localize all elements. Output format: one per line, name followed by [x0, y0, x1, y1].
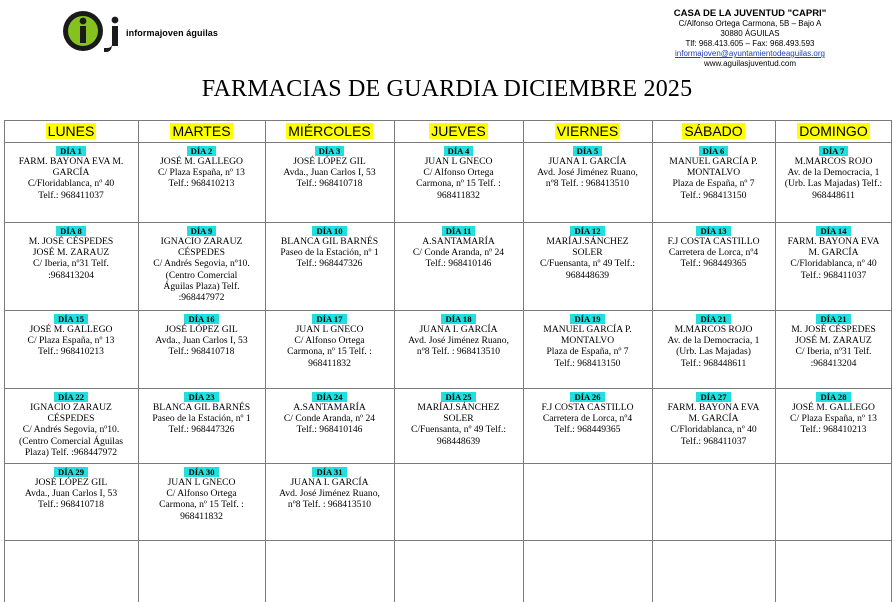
weekday-header [138, 121, 265, 141]
pharmacy-info: FARM. BAYONA EVA M. GARCÍA C/Floridablanca, nº 40 Telf.: 968411037 [787, 236, 880, 281]
day-number [4, 146, 138, 156]
pharmacy-info: MARÍAJ.SÁNCHEZ SOLER C/Fuensanta, nº 49 Telf.: 968448639 [410, 402, 507, 447]
pharmacy-info: BLANCA GIL BARNÉS Paseo de la Estación, nº 1 Telf.: 968447326 [152, 402, 251, 436]
pharmacy-info: IGNACIO ZARAUZ CÉSPEDES C/ Andrés Segovia, nº10. (Centro Comercial Águilas Plaza) Telf. :968447972 [19, 402, 123, 458]
pharmacy-info: JUANA I. GARCÍA Avd. José Jiménez Ruano, nº8 Telf. : 968413510 [537, 156, 638, 190]
day-number-label: DÍA 28 [816, 392, 850, 402]
day-number [394, 146, 523, 156]
pharmacy-info: JUANA I. GARCÍA Avd. José Jiménez Ruano, nº8 Telf. : 968413510 [408, 324, 509, 358]
email-link[interactable]: informajoven@ayuntamientodeaguilas.org [675, 49, 825, 58]
calendar-cell [775, 541, 892, 602]
calendar-cell [265, 143, 394, 222]
day-number [4, 226, 138, 236]
pharmacy-info: JUAN L GNECO C/ Alfonso Ortega Carmona, nº 15 Telf. : 968411832 [416, 156, 501, 201]
pharmacy-info: F.J COSTA CASTILLO Carretera de Lorca, nº4 Telf.: 968449365 [667, 236, 760, 270]
day-number-label: DÍA 3 [315, 146, 345, 156]
calendar-cell [138, 464, 265, 540]
weekday-header [652, 121, 775, 141]
weekday-header [4, 121, 138, 141]
calendar-cell [394, 389, 523, 463]
day-number [138, 226, 265, 236]
day-number [265, 146, 394, 156]
pharmacy-info: M.MARCOS ROJO Av. de la Democracia, 1 (Urb. Las Majadas) Telf.: 968448611 [784, 156, 883, 201]
calendar-cell [523, 464, 652, 540]
day-number-label: DÍA 5 [573, 146, 603, 156]
calendar-grid [4, 120, 892, 602]
day-number-label: DÍA 19 [570, 314, 604, 324]
pharmacy-info: M.MARCOS ROJO Av. de la Democracia, 1 (Urb. Las Majadas) Telf.: 968448611 [667, 324, 760, 369]
day-number-label: DÍA 12 [570, 226, 604, 236]
pharmacy-info: JOSÉ M. GALLEGO C/ Plaza España, nº 13 Telf.: 968410213 [27, 324, 115, 358]
pharmacy-info: JOSÉ LÓPEZ GIL Avda., Juan Carlos I, 53 Telf.: 968410718 [283, 156, 376, 190]
website: www.aguilasjuventud.com [703, 59, 797, 68]
calendar-cell [775, 143, 892, 222]
pharmacy-info: M. JOSÉ CÉSPEDES JOSÉ M. ZARAUZ C/ Iberia, nº31 Telf. :968413204 [28, 236, 114, 281]
day-number-label: DÍA 26 [570, 392, 604, 402]
day-number-label: DÍA 31 [312, 467, 346, 477]
day-number [775, 314, 892, 324]
calendar-cell [265, 311, 394, 388]
pharmacy-info: JOSÉ M. GALLEGO C/ Plaza España, nº 13 Telf.: 968410213 [158, 156, 245, 190]
calendar-cell [523, 311, 652, 388]
calendar-cell [523, 143, 652, 222]
day-number-label: DÍA 16 [184, 314, 218, 324]
day-number-label: DÍA 11 [442, 226, 476, 236]
day-number [523, 314, 652, 324]
calendar-cell [4, 223, 138, 310]
org-name: CASA DE LA JUVENTUD "CAPRI" [673, 8, 827, 19]
calendar-cell [652, 464, 775, 540]
calendar-cell [775, 311, 892, 388]
pharmacy-info: IGNACIO ZARAUZ CÉSPEDES C/ Andrés Segovia, nº10. (Centro Comercial Águilas Plaza) Telf. :968447972 [153, 236, 250, 304]
calendar-cell [523, 223, 652, 310]
pharmacy-info: MANUEL GARCÍA P. MONTALVO Plaza de España, nº 7 Telf.: 968413150 [669, 156, 758, 201]
day-number [523, 392, 652, 402]
calendar-cell [4, 311, 138, 388]
day-number-label: DÍA 14 [816, 226, 850, 236]
day-number [652, 226, 775, 236]
weekday-label: DOMINGO [799, 123, 868, 139]
pharmacy-info: JUAN L GNECO C/ Alfonso Ortega Carmona, nº 15 Telf. : 968411832 [287, 324, 372, 369]
day-number [652, 314, 775, 324]
day-number [775, 226, 892, 236]
city: 30880 ÁGUILAS [720, 29, 780, 38]
day-number-label: DÍA 17 [312, 314, 346, 324]
calendar-cell [523, 389, 652, 463]
calendar-cell [4, 389, 138, 463]
calendar-cell [138, 311, 265, 388]
day-number-label: DÍA 1 [56, 146, 86, 156]
day-number-label: DÍA 25 [441, 392, 475, 402]
day-number [394, 392, 523, 402]
calendar-cell [4, 143, 138, 222]
weekday-header [523, 121, 652, 141]
day-number [138, 392, 265, 402]
day-number [652, 146, 775, 156]
day-number [775, 146, 892, 156]
day-number-label: DÍA 7 [819, 146, 849, 156]
day-number [4, 392, 138, 402]
pharmacy-info: JUAN L GNECO C/ Alfonso Ortega Carmona, nº 15 Telf. : 968411832 [159, 477, 244, 522]
calendar-cell [394, 143, 523, 222]
calendar-cell [652, 223, 775, 310]
weekday-label: SÁBADO [684, 123, 743, 139]
weekday-label: LUNES [47, 123, 95, 139]
day-number-label: DÍA 21 [696, 314, 730, 324]
calendar-cell [394, 311, 523, 388]
calendar-cell [652, 541, 775, 602]
day-number [775, 392, 892, 402]
day-number-label: DÍA 29 [54, 467, 88, 477]
weekday-header [265, 121, 394, 141]
weekday-header [394, 121, 523, 141]
pharmacy-info: BLANCA GIL BARNÉS Paseo de la Estación, nº 1 Telf.: 968447326 [280, 236, 379, 270]
pharmacy-info: JOSÉ LÓPEZ GIL Avda., Juan Carlos I, 53 Telf.: 968410718 [155, 324, 248, 358]
calendar-cell [138, 389, 265, 463]
day-number [394, 314, 523, 324]
pharmacy-info: JUANA I. GARCÍA Avd. José Jiménez Ruano, nº8 Telf. : 968413510 [279, 477, 380, 511]
pharmacy-info: A.SANTAMARÍA C/ Conde Aranda, nº 24 Telf.: 968410146 [283, 402, 376, 436]
phone-fax: Tlf: 968.413.605 – Fax: 968.493.593 [685, 39, 815, 48]
pharmacy-info: JOSÉ LÓPEZ GIL Avda., Juan Carlos I, 53 Telf.: 968410718 [24, 477, 118, 511]
calendar-cell [138, 541, 265, 602]
logo-text: informajoven águilas [126, 28, 219, 38]
weekday-label: VIERNES [556, 123, 619, 139]
pharmacy-info: MANUEL GARCÍA P. MONTALVO Plaza de España, nº 7 Telf.: 968413150 [543, 324, 632, 369]
calendar-cell [265, 541, 394, 602]
day-number-label: DÍA 13 [696, 226, 730, 236]
day-number-label: DÍA 22 [54, 392, 88, 402]
day-number-label: DÍA 2 [187, 146, 217, 156]
weekday-label: JUEVES [431, 123, 486, 139]
day-number [265, 392, 394, 402]
day-number-label: DÍA 18 [441, 314, 475, 324]
pharmacy-info: FARM. BAYONA EVA M. GARCÍA C/Floridablanca, nº 40 Telf.: 968411037 [18, 156, 124, 201]
calendar-cell [775, 464, 892, 540]
calendar-cell [265, 223, 394, 310]
calendar-cell [775, 223, 892, 310]
day-number-label: DÍA 27 [696, 392, 730, 402]
day-number [4, 467, 138, 477]
day-number [394, 226, 523, 236]
day-number-label: DÍA 30 [184, 467, 218, 477]
day-number [138, 314, 265, 324]
calendar-cell [4, 464, 138, 540]
calendar-cell [394, 464, 523, 540]
day-number-label: DÍA 23 [184, 392, 218, 402]
calendar-cell [394, 541, 523, 602]
day-number-label: DÍA 8 [56, 226, 86, 236]
calendar-cell [652, 143, 775, 222]
day-number [265, 226, 394, 236]
day-number [4, 314, 138, 324]
day-number [652, 392, 775, 402]
day-number-label: DÍA 4 [444, 146, 474, 156]
calendar-cell [523, 541, 652, 602]
day-number [138, 146, 265, 156]
pharmacy-info: MARÍAJ.SÁNCHEZ SOLER C/Fuensanta, nº 49 Telf.: 968448639 [539, 236, 636, 281]
weekday-header [775, 121, 892, 141]
day-number-label: DÍA 6 [699, 146, 729, 156]
day-number [265, 467, 394, 477]
weekday-label: MARTES [172, 123, 231, 139]
pharmacy-info: F.J COSTA CASTILLO Carretera de Lorca, nº4 Telf.: 968449365 [541, 402, 634, 436]
day-number [523, 146, 652, 156]
pharmacy-info: JOSÉ M. GALLEGO C/ Plaza España, nº 13 Telf.: 968410213 [790, 402, 877, 436]
pharmacy-info: A.SANTAMARÍA C/ Conde Aranda, nº 24 Telf.: 968410146 [412, 236, 505, 270]
day-number-label: DÍA 10 [312, 226, 346, 236]
weekday-label: MIÉRCOLES [288, 123, 371, 139]
calendar-cell [394, 223, 523, 310]
pharmacy-info: M. JOSÉ CÉSPEDES JOSÉ M. ZARAUZ C/ Iberia, nº31 Telf. :968413204 [791, 324, 876, 369]
day-number [138, 467, 265, 477]
pharmacy-info: FARM. BAYONA EVA M. GARCÍA C/Floridablanca, nº 40 Telf.: 968411037 [667, 402, 760, 447]
day-number [523, 226, 652, 236]
page-title: FARMACIAS DE GUARDIA DICIEMBRE 2025 [201, 76, 693, 102]
calendar-cell [265, 464, 394, 540]
calendar-cell [652, 389, 775, 463]
day-number-label: DÍA 15 [54, 314, 88, 324]
calendar-cell [265, 389, 394, 463]
contact-block [620, 8, 880, 69]
address: C/Alfonso Ortega Carmona, 5B – Bajo A [678, 19, 822, 28]
day-number-label: DÍA 9 [187, 226, 217, 236]
day-number-label: DÍA 21 [816, 314, 850, 324]
calendar-cell [652, 311, 775, 388]
calendar-cell [138, 223, 265, 310]
calendar-cell [775, 389, 892, 463]
day-number-label: DÍA 24 [312, 392, 346, 402]
calendar-cell [138, 143, 265, 222]
logo-ij-icon [62, 10, 132, 54]
calendar-cell [4, 541, 138, 602]
day-number [265, 314, 394, 324]
